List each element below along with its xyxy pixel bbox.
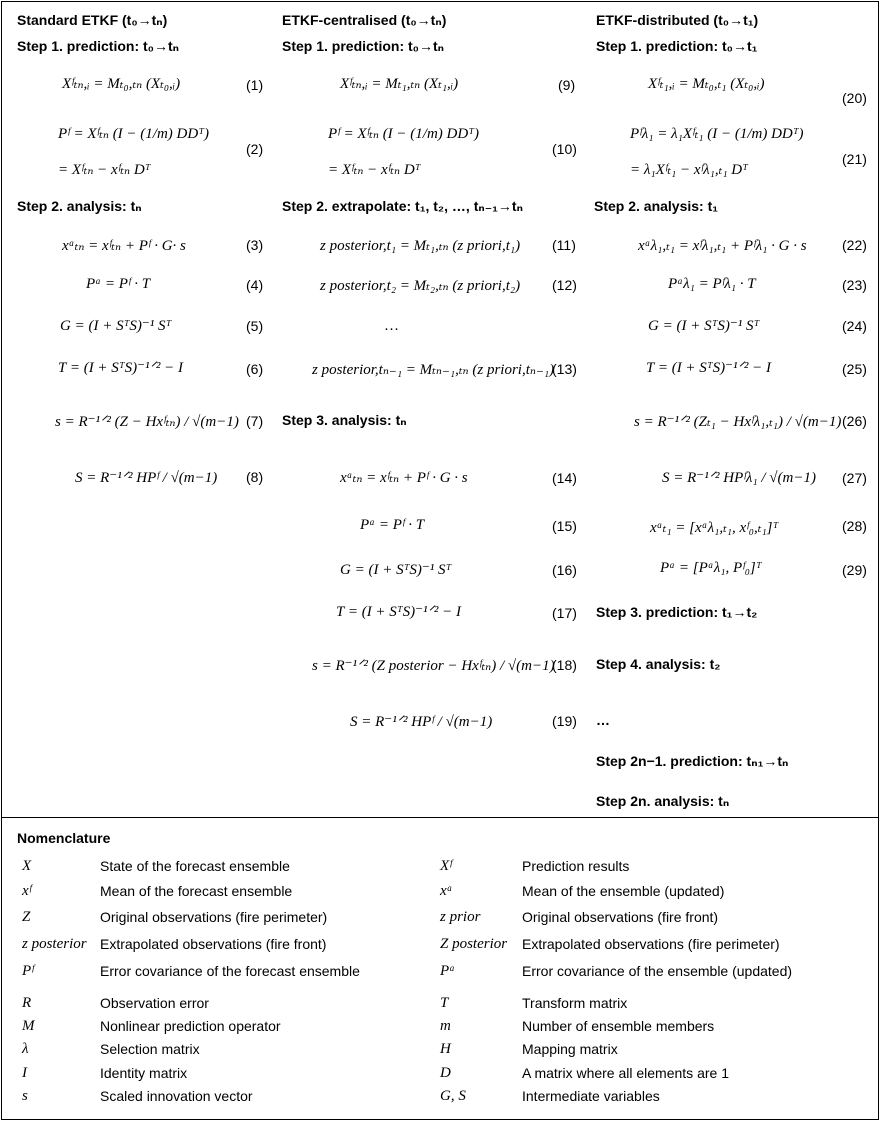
col3-step-1: Step 1. prediction: t₀→t₁ [596,38,758,54]
col2-equation-9: Xᶠₜₙ,ᵢ = Mₜ₁,ₜₙ (Xₜ₁,ᵢ) [340,76,459,92]
col1-equation-number-3: (3) [246,237,264,253]
column-title-etkf-centralised: ETKF-centralised (t₀→tₙ) [282,12,447,28]
col3-equation-number-27: (27) [842,470,867,486]
nomenclature-right-description: Extrapolated observations (fire perimeter) [522,936,780,952]
col1-equation-4: Pᵃ = Pᶠ · T [86,276,151,292]
nomenclature-right-symbol: xᵃ [440,883,453,899]
nomenclature-right-description: Prediction results [522,858,630,874]
nomenclature-left-description: Nonlinear prediction operator [100,1018,281,1034]
nomenclature-left-description: State of the forecast ensemble [100,858,290,874]
nomenclature-left-description: Original observations (fire perimeter) [100,909,328,925]
nomenclature-right-description: Number of ensemble members [522,1018,715,1034]
nomenclature-left-symbol: λ [22,1041,29,1057]
col3-equation-21a: Pᶠλ₁ = λ₁Xᶠₜ₁ (I − (1/m) DDᵀ) [630,126,804,142]
nomenclature-right-symbol: T [440,995,449,1011]
col2-equation-17: T = (I + SᵀS)⁻¹ᐟ² − I [336,604,461,620]
nomenclature-right-symbol: H [440,1041,451,1057]
column-title-etkf-distributed: ETKF-distributed (t₀→t₁) [596,12,759,28]
col1-step-2: Step 2. analysis: tₙ [17,198,142,214]
nomenclature-right-description: Error covariance of the ensemble (updated) [522,963,793,979]
nomenclature-left-symbol: Pᶠ [22,963,34,979]
nomenclature-left-symbol: s [22,1088,28,1104]
col2-equation-16: G = (I + SᵀS)⁻¹ Sᵀ [340,562,452,578]
col2-equation-number-15: (15) [552,518,577,534]
nomenclature-right-description: Transform matrix [522,995,628,1011]
col2-equation-13: z posterior,tₙ₋₁ = Mₜₙ₋₁,ₜₙ (z priori,tₙ₋₁) [312,362,555,378]
col1-equation-1: Xᶠₜₙ,ᵢ = Mₜ₀,ₜₙ (Xₜ₀,ᵢ) [62,76,181,92]
col2-equation-18: s = R⁻¹ᐟ² (Z posterior − Hxᶠₜₙ) / √(m−1) [312,658,555,674]
col2-equation-number-16: (16) [552,562,577,578]
col3-equation-number-21: (21) [842,151,867,167]
col3-equation-22: xᵃλ₁,ₜ₁ = xᶠλ₁,ₜ₁ + Pᶠλ₁ · G · s [638,238,807,254]
col2-ellipsis: … [384,318,399,334]
col3-step-4: Step 4. analysis: t₂ [596,656,721,672]
nomenclature-right-description: Mean of the ensemble (updated) [522,883,725,899]
col3-step-3: Step 3. prediction: t₁→t₂ [596,604,758,620]
col3-equation-number-26: (26) [842,413,867,429]
col2-equation-11: z posterior,t₁ = Mₜ₁,ₜₙ (z priori,t₁) [320,238,521,254]
col1-equation-3: xᵃₜₙ = xᶠₜₙ + Pᶠ · G· s [62,238,186,254]
col3-equation-23: Pᵃλ₁ = Pᶠλ₁ · T [668,276,756,292]
col2-equation-12: z posterior,t₂ = Mₜ₂,ₜₙ (z priori,t₂) [320,278,521,294]
col3-step-2: Step 2. analysis: t₁ [594,198,719,214]
col1-equation-6: T = (I + SᵀS)⁻¹ᐟ² − I [58,360,183,376]
nomenclature-right-symbol: D [440,1065,451,1081]
nomenclature-left-description: Identity matrix [100,1065,188,1081]
col1-equation-number-8: (8) [246,469,264,485]
col2-equation-15: Pᵃ = Pᶠ · T [360,517,425,533]
col1-step-1: Step 1. prediction: t₀→tₙ [17,38,180,54]
col1-equation-number-1: (1) [246,77,264,93]
col2-step-2: Step 2. extrapolate: t₁, t₂, …, tₙ₋₁→tₙ [282,198,523,214]
col1-equation-number-4: (4) [246,277,264,293]
col2-step-3: Step 3. analysis: tₙ [282,412,407,428]
nomenclature-right-symbol: Pᵃ [440,963,456,979]
col1-equation-number-7: (7) [246,413,264,429]
col3-equation-24: G = (I + SᵀS)⁻¹ Sᵀ [648,318,760,334]
col1-equation-7: s = R⁻¹ᐟ² (Z − Hxᶠₜₙ) / √(m−1) [55,414,239,430]
col1-equation-2a: Pᶠ = Xᶠₜₙ (I − (1/m) DDᵀ) [58,126,209,142]
col3-equation-number-23: (23) [842,277,867,293]
col2-equation-10a: Pᶠ = Xᶠₜₙ (I − (1/m) DDᵀ) [328,126,479,142]
col3-equation-26: s = R⁻¹ᐟ² (Zₜ₁ − Hxᶠλ₁,ₜ₁) / √(m−1) [634,414,842,430]
col3-equation-number-25: (25) [842,361,867,377]
column-title-standard-etkf: Standard ETKF (t₀→tₙ) [17,12,168,28]
col2-step-1: Step 1. prediction: t₀→tₙ [282,38,445,54]
col3-equation-number-24: (24) [842,318,867,334]
nomenclature-left-symbol: Z [22,909,31,925]
col3-equation-21b: = λ₁Xᶠₜ₁ − xᶠλ₁,ₜ₁ Dᵀ [630,162,748,178]
col1-equation-number-5: (5) [246,318,264,334]
nomenclature-right-description: Intermediate variables [522,1088,660,1104]
nomenclature-left-symbol: xᶠ [22,883,32,899]
col2-equation-10b: = Xᶠₜₙ − xᶠₜₙ Dᵀ [328,162,421,178]
nomenclature-left-description: Observation error [100,995,209,1011]
col1-equation-5: G = (I + SᵀS)⁻¹ Sᵀ [60,318,172,334]
col2-equation-number-13: (13) [552,361,577,377]
nomenclature-left-symbol: X [22,858,32,874]
col2-equation-number-11: (11) [552,237,576,253]
col2-equation-number-14: (14) [552,470,577,486]
nomenclature-right-description: Mapping matrix [522,1041,618,1057]
nomenclature-left-symbol: I [22,1065,27,1081]
col2-equation-19: S = R⁻¹ᐟ² HPᶠ / √(m−1) [350,714,493,730]
col2-equation-number-17: (17) [552,605,577,621]
nomenclature-right-symbol: m [440,1018,451,1034]
nomenclature-left-symbol: M [22,1018,35,1034]
nomenclature-right-symbol: z prior [440,909,481,925]
col1-equation-2b: = Xᶠₜₙ − xᶠₜₙ Dᵀ [58,162,151,178]
col2-equation-number-9: (9) [558,77,576,93]
nomenclature-left-description: Error covariance of the forecast ensemble [100,963,360,979]
col1-equation-8: S = R⁻¹ᐟ² HPᶠ / √(m−1) [75,470,218,486]
col3-equation-number-22: (22) [842,237,867,253]
col3-equation-number-20: (20) [842,90,867,106]
col3-equation-20: Xᶠₜ₁,ᵢ = Mₜ₀,ₜ₁ (Xₜ₀,ᵢ) [648,76,765,92]
col3-equation-number-28: (28) [842,518,867,534]
col2-equation-number-18: (18) [552,657,577,673]
col3-step-2n: Step 2n. analysis: tₙ [596,793,730,809]
nomenclature-left-symbol: z posterior [22,936,87,952]
nomenclature-right-description: A matrix where all elements are 1 [522,1065,729,1081]
col2-equation-number-10: (10) [552,141,577,157]
col3-equation-25: T = (I + SᵀS)⁻¹ᐟ² − I [646,360,771,376]
nomenclature-right-symbol: G, S [440,1088,466,1104]
nomenclature-left-description: Extrapolated observations (fire front) [100,936,327,952]
nomenclature-title: Nomenclature [17,830,111,846]
nomenclature-right-symbol: Z posterior [440,936,508,952]
nomenclature-right-description: Original observations (fire front) [522,909,719,925]
col2-equation-14: xᵃₜₙ = xᶠₜₙ + Pᶠ · G · s [340,470,468,486]
col3-step-2n-1: Step 2n−1. prediction: tₙ₁→tₙ [596,753,789,769]
nomenclature-left-description: Selection matrix [100,1041,200,1057]
nomenclature-left-description: Mean of the forecast ensemble [100,883,293,899]
col1-equation-number-2: (2) [246,141,264,157]
col3-equation-27: S = R⁻¹ᐟ² HPᶠλ₁ / √(m−1) [662,470,816,486]
col3-equation-29: Pᵃ = [Pᵃλ₁, Pᶠ₀]ᵀ [660,560,762,576]
nomenclature-left-description: Scaled innovation vector [100,1088,253,1104]
col2-equation-number-12: (12) [552,277,577,293]
col3-equation-number-29: (29) [842,562,867,578]
nomenclature-divider [1,817,878,818]
nomenclature-left-symbol: R [22,995,32,1011]
col1-equation-number-6: (6) [246,361,264,377]
col2-equation-number-19: (19) [552,713,577,729]
col3-equation-28: xᵃₜ₁ = [xᵃλ₁,ₜ₁, xᶠ₀,ₜ₁]ᵀ [650,520,779,536]
nomenclature-right-symbol: Xᶠ [440,858,452,874]
col3-ellipsis: … [596,712,610,728]
